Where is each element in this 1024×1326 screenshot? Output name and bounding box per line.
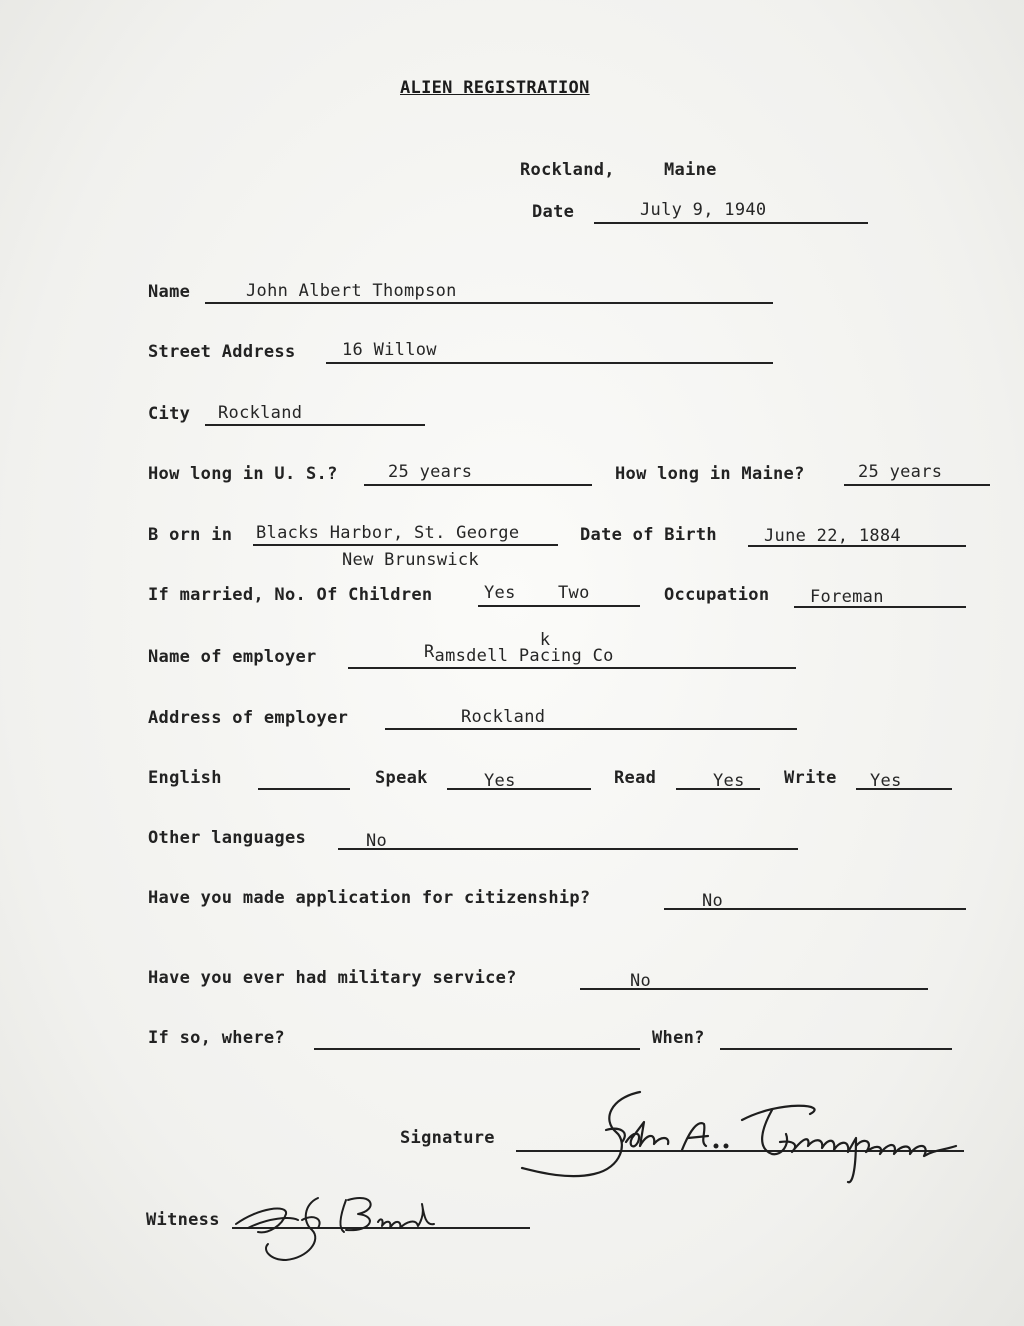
name-line <box>205 302 773 304</box>
city-label: City <box>148 404 191 424</box>
city-line <box>205 424 425 426</box>
write-label: Write <box>784 768 837 788</box>
when-label: When? <box>652 1028 705 1048</box>
us-duration-value: 25 years <box>388 462 473 482</box>
military-label: Have you ever had military service? <box>148 968 517 988</box>
born-line <box>253 544 558 546</box>
married-label: If married, No. Of Children <box>148 585 433 605</box>
occupation-label: Occupation <box>664 585 770 605</box>
witness-label: Witness <box>146 1210 220 1230</box>
city-value: Rockland <box>218 403 303 423</box>
date-label: Date <box>532 202 575 222</box>
birth-date-label: Date of Birth <box>580 525 717 545</box>
place-state: Maine <box>664 160 717 180</box>
maine-duration-label: How long in Maine? <box>615 464 805 484</box>
read-label: Read <box>614 768 657 788</box>
form-title: ALIEN REGISTRATION <box>400 78 590 98</box>
english-label: English <box>148 768 222 788</box>
employer-value-part1: amsdell Pa <box>434 646 540 666</box>
write-line <box>856 788 952 790</box>
us-duration-line <box>364 484 592 486</box>
date-line <box>594 222 868 224</box>
married-value: Yes <box>484 583 516 603</box>
read-line <box>676 788 760 790</box>
place-city: Rockland, <box>520 160 615 180</box>
citizenship-line <box>664 908 966 910</box>
employer-value-cap: R <box>424 642 435 662</box>
citizenship-label: Have you made application for citizenship? <box>148 888 591 908</box>
military-value: No <box>630 971 652 991</box>
when-line <box>720 1048 952 1050</box>
born-label: B orn in <box>148 525 233 545</box>
employer-value-insert: k <box>539 630 551 650</box>
maine-duration-line <box>844 484 990 486</box>
born-value-line2: New Brunswick <box>342 550 479 570</box>
occupation-value: Foreman <box>810 587 884 607</box>
employer-address-value: Rockland <box>461 707 546 727</box>
english-line <box>258 788 350 790</box>
us-duration-label: How long in U. S.? <box>148 464 338 484</box>
speak-value: Yes <box>484 771 516 791</box>
street-label: Street Address <box>148 342 296 362</box>
other-languages-label: Other languages <box>148 828 307 848</box>
speak-label: Speak <box>375 768 428 788</box>
employer-label: Name of employer <box>148 647 317 667</box>
where-label: If so, where? <box>148 1028 285 1048</box>
name-label: Name <box>148 282 191 302</box>
employer-address-line <box>385 728 797 730</box>
other-languages-line <box>338 848 798 850</box>
speak-line <box>447 788 591 790</box>
birth-date-line <box>748 545 966 547</box>
write-value: Yes <box>870 771 902 791</box>
military-line <box>580 988 928 990</box>
employer-value <box>424 630 614 666</box>
street-value: 16 Willow <box>342 340 437 360</box>
children-value: Two <box>558 583 590 603</box>
maine-duration-value: 25 years <box>858 462 943 482</box>
street-line <box>326 362 773 364</box>
employer-value-part2: cing Co <box>539 646 614 666</box>
married-line <box>478 605 640 607</box>
other-languages-value: No <box>366 831 388 851</box>
citizenship-value: No <box>702 891 724 911</box>
date-value: July 9, 1940 <box>640 200 767 220</box>
birth-date-value: June 22, 1884 <box>764 526 901 546</box>
read-value: Yes <box>713 771 745 791</box>
occupation-line <box>794 606 966 608</box>
employer-line <box>348 667 796 669</box>
signature-label: Signature <box>400 1128 495 1148</box>
name-value: John Albert Thompson <box>246 281 457 301</box>
employer-address-label: Address of employer <box>148 708 349 728</box>
where-line <box>314 1048 640 1050</box>
born-value: Blacks Harbor, St. George <box>256 523 520 543</box>
